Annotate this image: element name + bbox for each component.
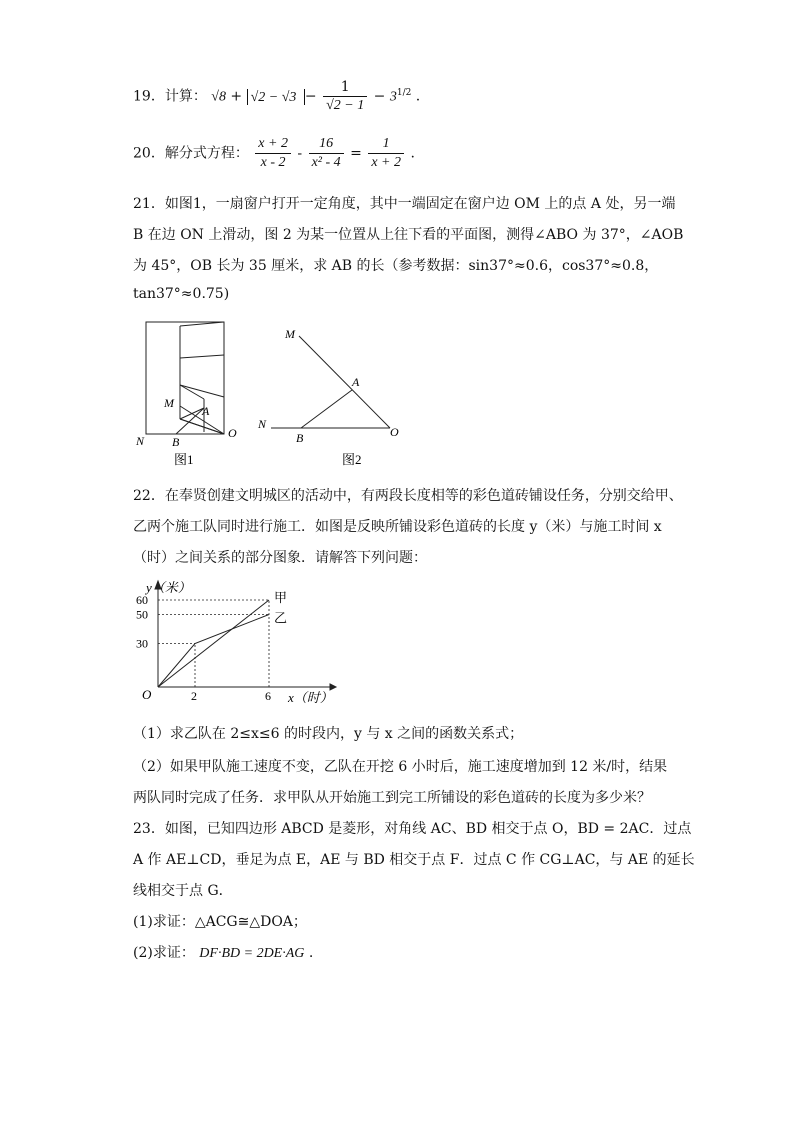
y-axis-label: y（米） xyxy=(146,580,191,595)
series-line-yi xyxy=(158,615,269,688)
q23-sub-2-prefix: (2)求证： xyxy=(133,945,195,961)
q23-line-3: 线相交于点 G． xyxy=(133,883,233,899)
q21-line-4: tan37°≈0.75) xyxy=(133,286,230,302)
minus-sign: − xyxy=(373,88,386,105)
fig1-label-m: M xyxy=(164,396,174,410)
q21-line-2: B 在边 ON 上滑动，图 2 为某一位置从上往下看的平面图，测得∠ABO 为 37°，∠AOB xyxy=(133,227,684,243)
power-exponent: 1/2 xyxy=(396,87,412,98)
q20-label: 20．解分式方程： xyxy=(133,145,249,162)
y-tick-label: 50 xyxy=(136,607,148,622)
fig1-label-b: B xyxy=(172,435,180,449)
series-label: 乙 xyxy=(274,610,288,626)
fraction-numerator: 16 xyxy=(309,135,344,154)
end-period: . xyxy=(415,88,421,105)
q21-line-3: 为 45°，OB 长为 35 厘米，求 AB 的长（参考数据：sin37°≈0.6，cos37°≈0.8， xyxy=(133,258,659,274)
x-tick-label: 2 xyxy=(191,689,197,703)
fraction-1 xyxy=(255,135,291,172)
fig1-caption: 图1 xyxy=(174,452,194,467)
fig2-label-b: B xyxy=(296,431,304,445)
end-period: . xyxy=(410,145,415,162)
q23-formula: DF·BD = 2DE·AG xyxy=(199,946,305,961)
series-label: 甲 xyxy=(274,590,288,605)
fraction-denominator: √2 − 1 xyxy=(326,98,365,113)
fig1-label-n: N xyxy=(136,434,145,448)
x-tick-label: 6 xyxy=(265,689,271,703)
question-19 xyxy=(133,78,420,115)
q22-line-2: 乙两个施工队同时进行施工．如图是反映所铺设彩色道砖的长度 y（米）与施工时间 x xyxy=(133,519,662,535)
fig2-label-a: A xyxy=(352,375,360,389)
fraction-3 xyxy=(368,135,404,172)
fraction-denominator: x² - 4 xyxy=(311,155,341,170)
abs-inner: √2 − √3 xyxy=(250,89,297,105)
fraction-numerator: 1 xyxy=(323,78,367,97)
figure-1-window xyxy=(132,315,247,475)
q22-sub-2-line-1: （2）如果甲队施工速度不变，乙队在开挖 6 小时后，施工速度增加到 12 米/时，结果 xyxy=(133,759,668,775)
fraction-numerator: x + 2 xyxy=(255,135,291,154)
q22-sub-1: （1）求乙队在 2≤x≤6 的时段内，y 与 x 之间的函数关系式； xyxy=(133,726,524,742)
plus-sign: + xyxy=(230,88,243,105)
q22-line-3: （时）之间关系的部分图象．请解答下列问题： xyxy=(133,550,427,566)
y-tick-label: 60 xyxy=(136,593,148,607)
origin-label: O xyxy=(142,687,152,702)
figure-2-plan xyxy=(255,318,410,473)
fig2-label-m: M xyxy=(285,327,295,341)
fraction-denominator: x - 2 xyxy=(260,155,286,170)
q23-sub-1: (1)求证：△ACG≅△DOA； xyxy=(133,914,307,930)
fraction-19 xyxy=(323,78,367,115)
fraction-2 xyxy=(309,135,344,172)
fig2-caption: 图2 xyxy=(342,452,362,467)
q22-line-1: 22．在奉贤创建文明城区的活动中，有两段长度相等的彩色道砖铺设任务，分别交给甲、 xyxy=(133,488,683,504)
q23-line-1: 23．如图，已知四边形 ABCD 是菱形，对角线 AC、BD 相交于点 O，BD = 2AC．过点 xyxy=(133,821,692,837)
q22-sub-2-line-2: 两队同时完成了任务．求甲队从开始施工到完工所铺设的彩色道砖的长度为多少米？ xyxy=(133,790,651,806)
x-axis-label: x（时） xyxy=(288,690,333,705)
q19-label: 19．计算： xyxy=(133,88,207,105)
q23-line-2: A 作 AE⊥CD，垂足为点 E，AE 与 BD 相交于点 F．过点 C 作 CG⊥AC，与 AE 的延长 xyxy=(133,852,695,868)
minus-sign: − xyxy=(304,88,317,105)
equals-sign: = xyxy=(350,145,362,162)
question-20 xyxy=(133,135,415,172)
fraction-denominator: x + 2 xyxy=(371,155,401,170)
absolute-value xyxy=(247,89,305,105)
operator: - xyxy=(297,145,303,162)
end-period: . xyxy=(308,945,314,961)
sqrt-8: √8 xyxy=(211,89,226,105)
fraction-numerator: 1 xyxy=(368,135,404,154)
fig1-label-o: O xyxy=(228,426,237,440)
q21-line-1: 21．如图1，一扇窗户打开一定角度，其中一端固定在窗户边 OM 上的点 A 处，另一端 xyxy=(133,196,676,212)
fig2-label-o: O xyxy=(390,425,399,439)
fig2-label-n: N xyxy=(258,417,267,431)
y-tick-label: 30 xyxy=(136,636,148,651)
power-base: 3 xyxy=(389,89,397,105)
progress-chart xyxy=(132,575,342,710)
fig1-label-a: A xyxy=(202,404,210,418)
q23-sub-2 xyxy=(133,942,313,962)
